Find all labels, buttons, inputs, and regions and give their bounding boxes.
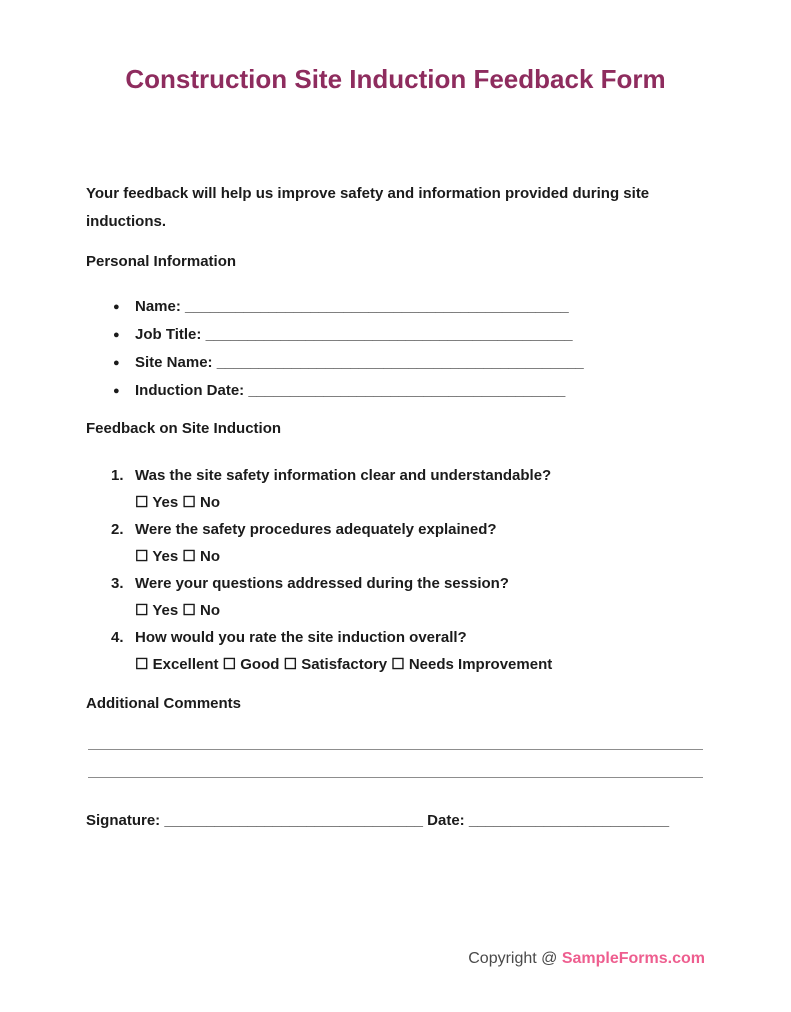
question-4: [86, 624, 705, 678]
question-3-text: Were your questions addressed during the session?: [135, 575, 509, 592]
question-3-options: ☐ Yes ☐ No: [135, 602, 220, 619]
field-name: [86, 293, 705, 321]
question-4-number: 4.: [111, 629, 124, 646]
question-2-number: 2.: [111, 521, 124, 538]
field-site-name: [86, 349, 705, 377]
signature-blank-line: _______________________________: [164, 812, 423, 829]
field-induction-date: [86, 377, 705, 405]
question-3: [86, 570, 705, 624]
question-4-options: ☐ Excellent ☐ Good ☐ Satisfactory ☐ Needs Improvement: [135, 656, 553, 673]
question-3-number: 3.: [111, 575, 124, 592]
section-feedback-on-site-induction: Feedback on Site Induction: [86, 420, 282, 437]
question-4-text: How would you rate the site induction overall?: [135, 629, 467, 646]
field-site-name-blank-line: ____________________________________________: [216, 354, 584, 371]
field-job-title: [86, 321, 705, 349]
section-personal-information: Personal Information: [86, 253, 237, 270]
page-title: Construction Site Induction Feedback Form: [125, 64, 666, 94]
signature-label: Signature:: [86, 812, 161, 829]
comments-blank-line-1: [88, 749, 703, 750]
comments-blank-line-2: [88, 777, 703, 778]
footer: [468, 950, 705, 968]
intro-text: Your feedback will help us improve safety and information provided during site inductions.: [86, 185, 650, 230]
sampleforms-link[interactable]: SampleForms.com: [561, 950, 705, 967]
field-induction-date-label: Induction Date:: [135, 382, 245, 399]
question-2-text: Were the safety procedures adequately explained?: [135, 521, 497, 538]
question-1-number: 1.: [111, 467, 124, 484]
section-additional-comments: Additional Comments: [86, 695, 242, 712]
copyright-text: Copyright @: [468, 950, 562, 967]
question-2-options: ☐ Yes ☐ No: [135, 548, 220, 565]
field-induction-date-blank-line: ______________________________________: [248, 382, 566, 399]
question-2: [86, 516, 705, 570]
personal-fields-list: [86, 293, 705, 405]
question-1-options: ☐ Yes ☐ No: [135, 494, 220, 511]
field-name-blank-line: ______________________________________________: [185, 298, 569, 315]
date-label: Date:: [427, 812, 465, 829]
field-site-name-label: Site Name:: [135, 354, 213, 371]
field-job-title-label: Job Title:: [135, 326, 202, 343]
field-name-label: Name:: [135, 298, 181, 315]
question-1: [86, 462, 705, 516]
field-job-title-blank-line: ____________________________________________: [205, 326, 573, 343]
signature-row: [86, 810, 705, 832]
question-1-text: Was the site safety information clear and understandable?: [135, 467, 552, 484]
feedback-questions-list: [86, 462, 705, 678]
date-blank-line: ________________________: [468, 812, 670, 829]
